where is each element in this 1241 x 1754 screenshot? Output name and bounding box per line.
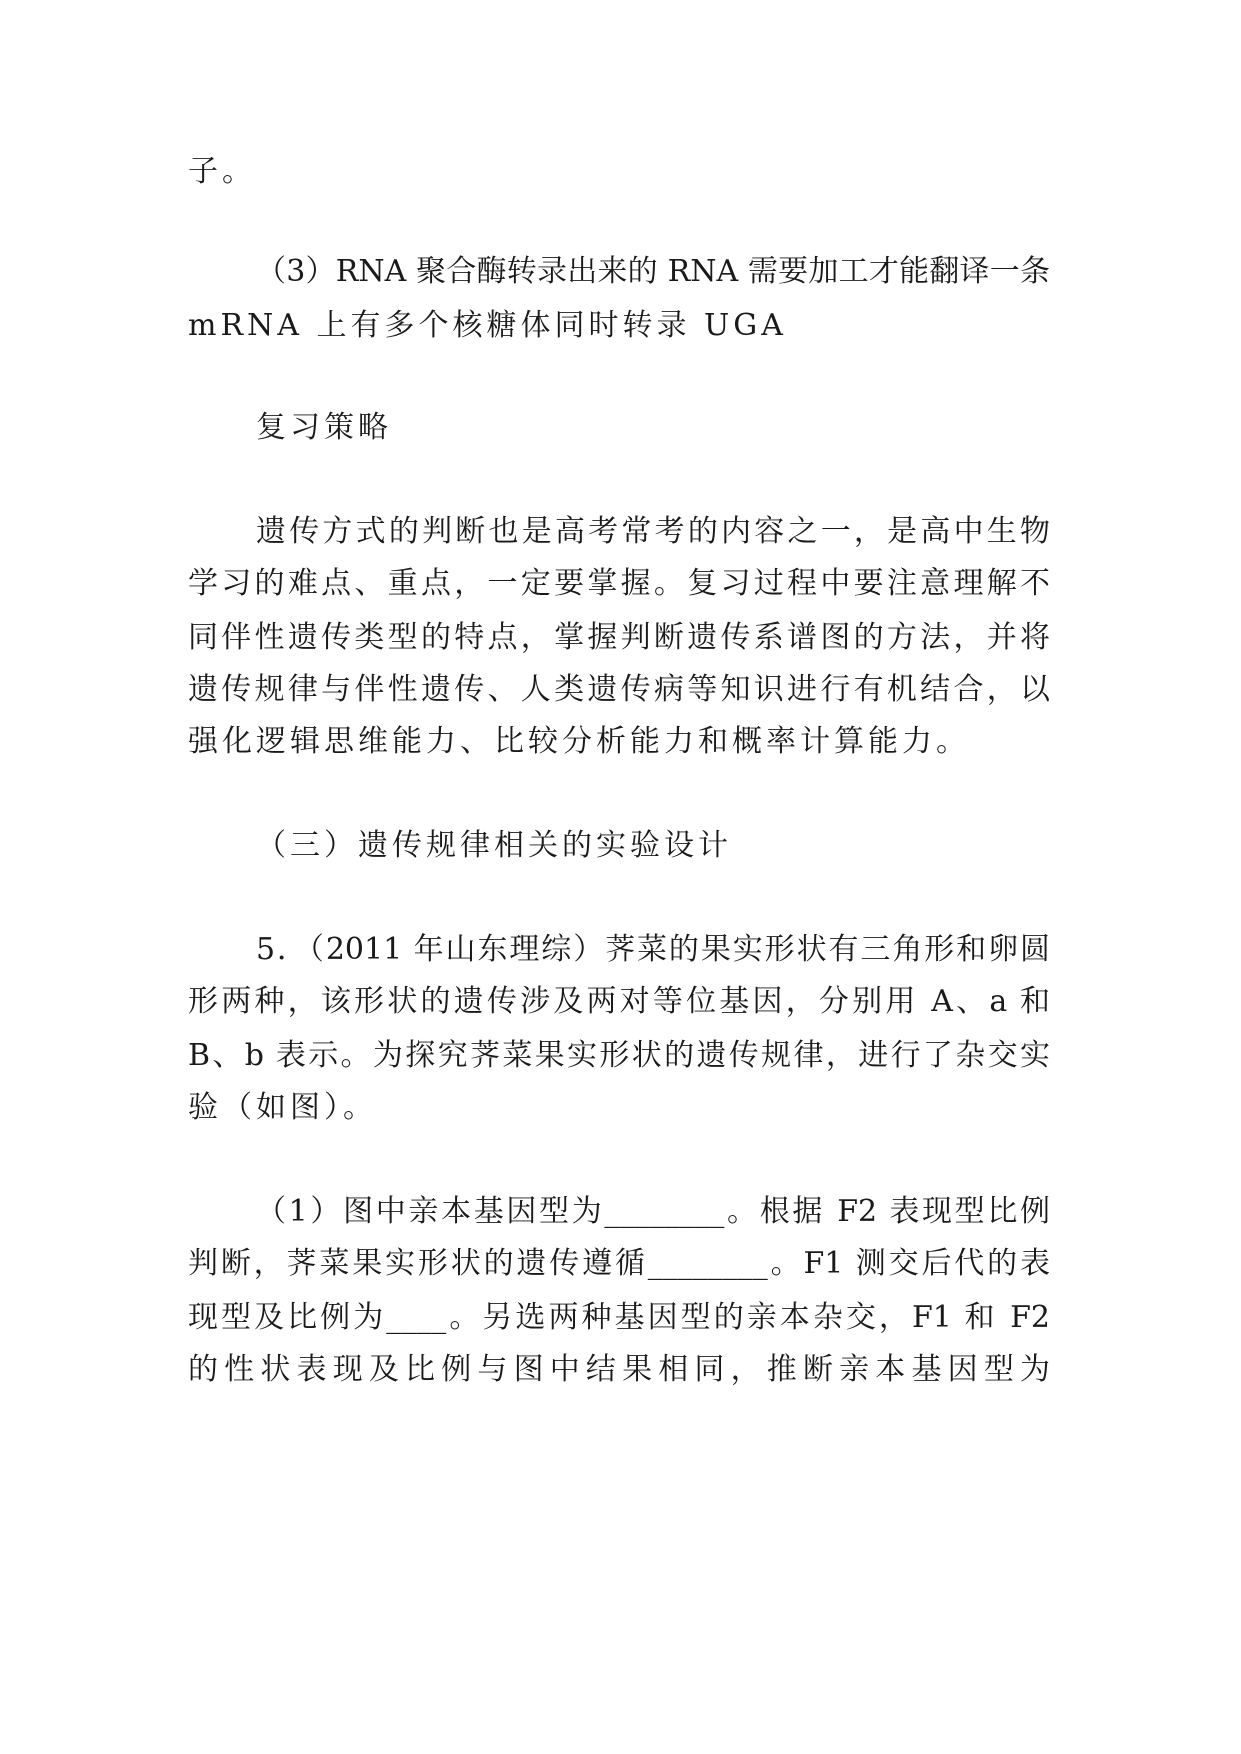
paragraph-line: 遗传方式的判断也是高考常考的内容之一，是高中生物 [256,514,1050,549]
paragraph-line: （3）RNA 聚合酶转录出来的 RNA 需要加工才能翻译一条 [256,254,1050,289]
question-line: B、b 表示。为探究荠菜果实形状的遗传规律，进行了杂交实 [188,1038,1050,1073]
section-heading: （三）遗传规律相关的实验设计 [256,828,732,863]
question-line: 现型及比例为____。另选两种基因型的亲本杂交，F1 和 F2 [188,1300,1050,1335]
paragraph-line: 强化逻辑思维能力、比较分析能力和概率计算能力。 [188,724,970,759]
paragraph-line: 同伴性遗传类型的特点，掌握判断遗传系谱图的方法，并将 [188,620,1050,655]
section-heading: 复习策略 [256,410,392,445]
question-line: （1）图中亲本基因型为________。根据 F2 表现型比例 [256,1194,1050,1229]
question-line: 验（如图）。 [188,1090,377,1125]
question-line: 形两种，该形状的遗传涉及两对等位基因，分别用 A、a 和 [188,984,1050,1019]
question-line: 5．（2011 年山东理综）荠菜的果实形状有三角形和卵圆 [256,932,1050,967]
paragraph-line: 子。 [188,154,256,189]
question-line: 判断，荠菜果实形状的遗传遵循________。F1 测交后代的表 [188,1246,1050,1281]
paragraph-line: 遗传规律与伴性遗传、人类遗传病等知识进行有机结合，以 [188,672,1050,707]
paragraph-line: 学习的难点、重点，一定要掌握。复习过程中要注意理解不 [188,566,1050,601]
paragraph-line: mRNA 上有多个核糖体同时转录 UGA [188,308,787,343]
question-line: 的性状表现及比例与图中结果相同，推断亲本基因型为 [188,1352,1050,1387]
